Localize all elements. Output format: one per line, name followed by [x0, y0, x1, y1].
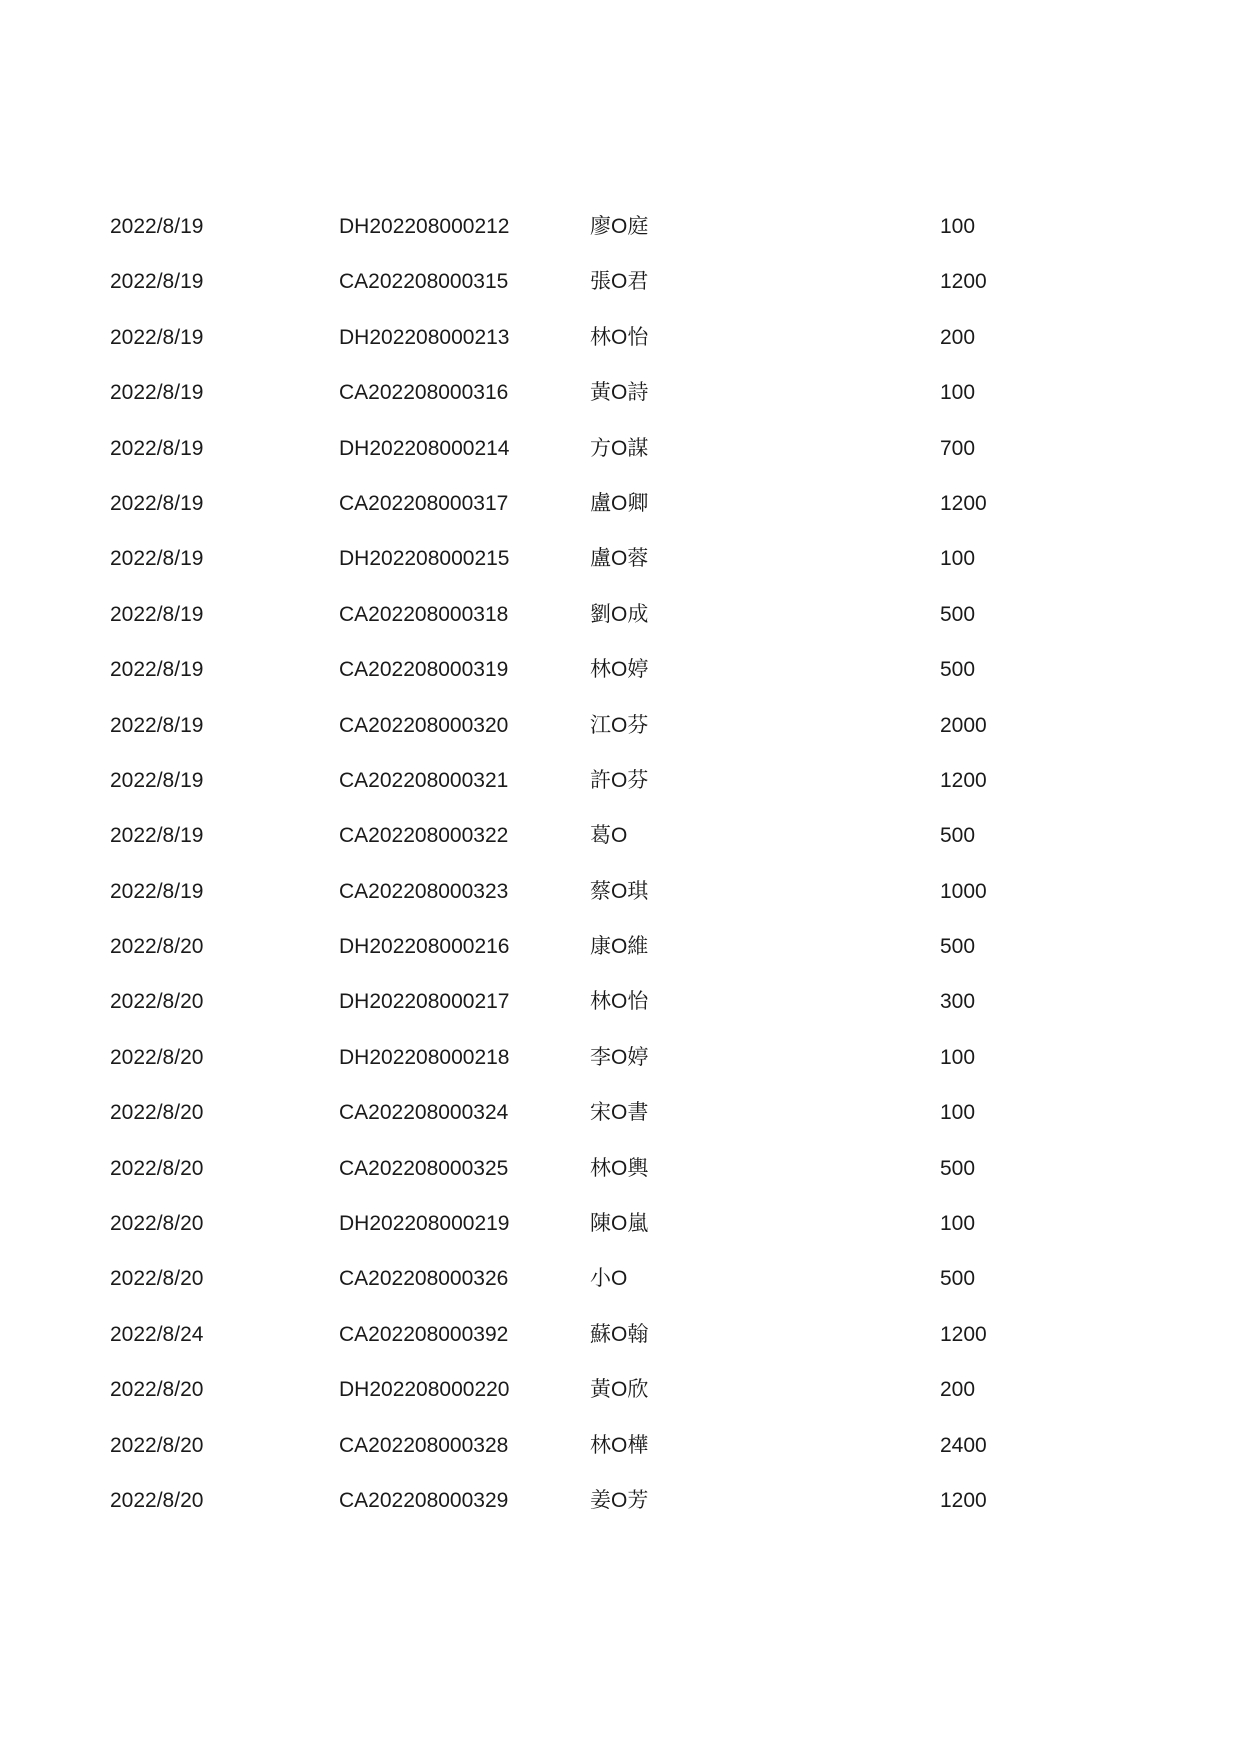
date-cell: 2022/8/19	[110, 658, 204, 682]
donor-name-cell: 黃O欣	[590, 1378, 649, 1402]
date-cell: 2022/8/19	[110, 547, 204, 571]
receipt-id-cell: DH202208000213	[339, 325, 510, 349]
donor-name-cell: 黃O詩	[590, 381, 649, 405]
amount-cell: 1200	[940, 270, 987, 294]
date-cell: 2022/8/19	[110, 381, 204, 405]
table-row	[0, 1375, 1240, 1430]
donor-name-cell: 江O芬	[590, 713, 649, 737]
donor-name-cell: 葛O	[590, 824, 628, 848]
receipt-id-cell: DH202208000214	[339, 436, 510, 460]
donor-name-cell: 林O婷	[590, 658, 649, 682]
date-cell: 2022/8/19	[110, 879, 204, 903]
receipt-id-cell: CA202208000317	[339, 491, 509, 515]
table-row	[0, 932, 1240, 987]
receipt-id-cell: CA202208000328	[339, 1433, 509, 1457]
table-row	[0, 1486, 1240, 1541]
receipt-id-cell: DH202208000217	[339, 990, 510, 1014]
receipt-id-cell: CA202208000322	[339, 824, 509, 848]
date-cell: 2022/8/20	[110, 1488, 204, 1512]
table-row	[0, 1209, 1240, 1264]
table-row	[0, 600, 1240, 655]
receipt-id-cell: CA202208000316	[339, 381, 509, 405]
date-cell: 2022/8/19	[110, 436, 204, 460]
amount-cell: 100	[940, 215, 976, 238]
amount-cell: 200	[940, 1378, 976, 1402]
amount-cell: 100	[940, 1101, 976, 1125]
amount-cell: 500	[940, 935, 976, 959]
amount-cell: 500	[940, 602, 976, 626]
date-cell: 2022/8/20	[110, 1267, 204, 1291]
table-row	[0, 434, 1240, 489]
donation-table	[0, 212, 1240, 1541]
donor-name-cell: 盧O卿	[590, 491, 649, 515]
receipt-id-cell: CA202208000392	[339, 1322, 509, 1346]
date-cell: 2022/8/19	[110, 768, 204, 792]
amount-cell: 500	[940, 1267, 976, 1291]
amount-cell: 500	[940, 658, 976, 682]
date-cell: 2022/8/19	[110, 215, 204, 238]
date-cell: 2022/8/20	[110, 1101, 204, 1125]
amount-cell: 1200	[940, 1322, 987, 1346]
table-row	[0, 544, 1240, 599]
table-row	[0, 1320, 1240, 1375]
date-cell: 2022/8/20	[110, 935, 204, 959]
receipt-id-cell: DH202208000219	[339, 1212, 510, 1236]
donor-name-cell: 廖O庭	[590, 215, 649, 238]
table-row	[0, 711, 1240, 766]
amount-cell: 200	[940, 325, 976, 349]
table-row	[0, 987, 1240, 1042]
amount-cell: 700	[940, 436, 976, 460]
table-row	[0, 323, 1240, 378]
donor-name-cell: 李O婷	[590, 1045, 649, 1069]
date-cell: 2022/8/20	[110, 1212, 204, 1236]
receipt-id-cell: CA202208000324	[339, 1101, 509, 1125]
receipt-id-cell: DH202208000218	[339, 1045, 510, 1069]
date-cell: 2022/8/20	[110, 1156, 204, 1180]
date-cell: 2022/8/20	[110, 1378, 204, 1402]
date-cell: 2022/8/19	[110, 270, 204, 294]
donor-name-cell: 林O輿	[590, 1156, 649, 1180]
donor-name-cell: 蘇O翰	[590, 1322, 649, 1346]
donor-name-cell: 方O謀	[590, 436, 649, 460]
date-cell: 2022/8/24	[110, 1322, 204, 1346]
receipt-id-cell: DH202208000215	[339, 547, 510, 571]
receipt-id-cell: CA202208000325	[339, 1156, 509, 1180]
amount-cell: 100	[940, 547, 976, 571]
table-row	[0, 655, 1240, 710]
table-row	[0, 1043, 1240, 1098]
date-cell: 2022/8/19	[110, 491, 204, 515]
date-cell: 2022/8/20	[110, 1433, 204, 1457]
table-row	[0, 821, 1240, 876]
receipt-id-cell: CA202208000321	[339, 768, 509, 792]
receipt-id-cell: CA202208000319	[339, 658, 509, 682]
receipt-id-cell: CA202208000318	[339, 602, 509, 626]
donor-name-cell: 林O怡	[590, 325, 649, 349]
amount-cell: 500	[940, 1156, 976, 1180]
donor-name-cell: 康O維	[590, 935, 649, 959]
table-row	[0, 766, 1240, 821]
table-row	[0, 1264, 1240, 1319]
amount-cell: 1200	[940, 491, 987, 515]
receipt-id-cell: CA202208000323	[339, 879, 509, 903]
table-row	[0, 1431, 1240, 1486]
donor-name-cell: 林O怡	[590, 990, 649, 1014]
amount-cell: 2000	[940, 713, 987, 737]
receipt-id-cell: DH202208000220	[339, 1378, 510, 1402]
amount-cell: 1200	[940, 1488, 987, 1512]
donor-name-cell: 劉O成	[590, 602, 649, 626]
receipt-id-cell: DH202208000212	[339, 215, 510, 238]
amount-cell: 300	[940, 990, 976, 1014]
donor-name-cell: 張O君	[590, 270, 649, 294]
table-row	[0, 489, 1240, 544]
table-row	[0, 378, 1240, 433]
table-row	[0, 1154, 1240, 1209]
donor-name-cell: 盧O蓉	[590, 547, 649, 571]
amount-cell: 100	[940, 1045, 976, 1069]
table-row	[0, 267, 1240, 322]
donor-name-cell: 宋O書	[590, 1101, 649, 1125]
amount-cell: 1000	[940, 879, 987, 903]
receipt-id-cell: CA202208000315	[339, 270, 509, 294]
receipt-id-cell: CA202208000320	[339, 713, 509, 737]
amount-cell: 1200	[940, 768, 987, 792]
amount-cell: 2400	[940, 1433, 987, 1457]
donor-name-cell: 陳O嵐	[590, 1212, 649, 1236]
table-row	[0, 877, 1240, 932]
receipt-id-cell: CA202208000326	[339, 1267, 509, 1291]
date-cell: 2022/8/19	[110, 713, 204, 737]
receipt-id-cell: CA202208000329	[339, 1488, 509, 1512]
donor-name-cell: 姜O芳	[590, 1488, 649, 1512]
date-cell: 2022/8/19	[110, 602, 204, 626]
amount-cell: 500	[940, 824, 976, 848]
receipt-id-cell: DH202208000216	[339, 935, 510, 959]
date-cell: 2022/8/19	[110, 824, 204, 848]
date-cell: 2022/8/20	[110, 1045, 204, 1069]
table-row	[0, 212, 1240, 267]
amount-cell: 100	[940, 1212, 976, 1236]
donor-name-cell: 小O	[590, 1267, 628, 1291]
date-cell: 2022/8/20	[110, 990, 204, 1014]
table-row	[0, 1098, 1240, 1153]
donor-name-cell: 許O芬	[590, 768, 649, 792]
donor-name-cell: 林O樺	[590, 1433, 649, 1457]
amount-cell: 100	[940, 381, 976, 405]
date-cell: 2022/8/19	[110, 325, 204, 349]
donor-name-cell: 蔡O琪	[590, 879, 649, 903]
